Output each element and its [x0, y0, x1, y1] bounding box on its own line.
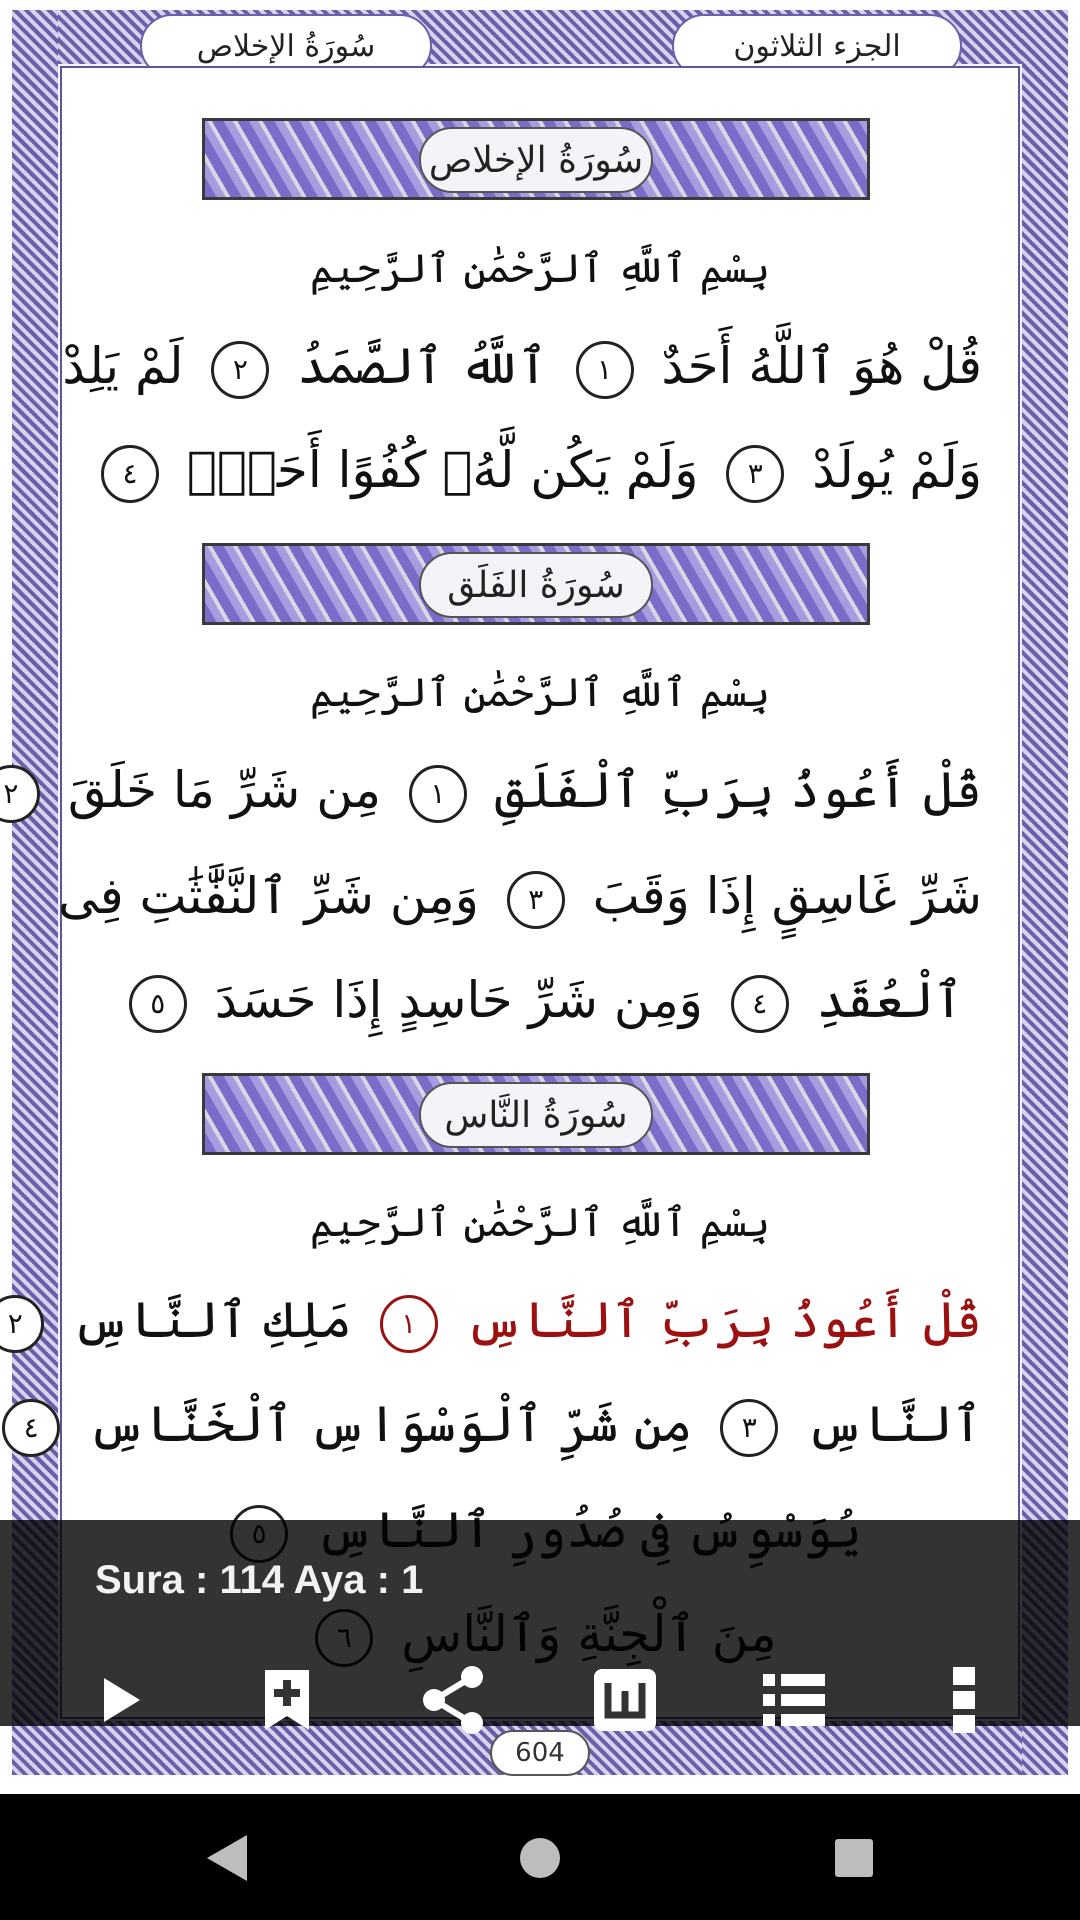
- play-button[interactable]: [80, 1660, 160, 1740]
- verse-text: ٱلْعُقَدِ: [816, 971, 964, 1029]
- aya-number-marker[interactable]: ٢: [211, 341, 269, 399]
- aya-number-marker[interactable]: ٣: [720, 1399, 778, 1457]
- verse-line: [58, 866, 982, 929]
- verse-text: قُلْ أَعُوذُ بِرَبِّ ٱلْفَلَقِ: [494, 761, 982, 819]
- more-vert-icon: [949, 1667, 979, 1733]
- nav-back-button[interactable]: [198, 1830, 254, 1886]
- verse-line: [98, 970, 982, 1033]
- verse-line: [7, 1290, 982, 1353]
- verse-text: وَلَمْ يَكُن لَّهُۥ كُفُوًا أَحَدٌۢ: [186, 441, 699, 499]
- verse-line: [23, 1394, 982, 1457]
- system-navigation-bar: [0, 1794, 1080, 1920]
- header-juz-name: الجزء الثلاثون: [672, 14, 962, 78]
- aya-number-marker[interactable]: ٢: [0, 1295, 44, 1353]
- sura-banner-falaq: [202, 543, 870, 625]
- w-icon: [592, 1667, 658, 1733]
- verse-text: وَمِن شَرِّ حَاسِدٍ إِذَا حَسَدَ: [214, 971, 703, 1029]
- home-circle-icon: [518, 1836, 562, 1880]
- nav-recents-button[interactable]: [826, 1830, 882, 1886]
- verse-line: [98, 440, 982, 503]
- sura-aya-status: Sura : 114 Aya : 1: [95, 1558, 424, 1602]
- aya-number-marker[interactable]: ١: [409, 765, 467, 823]
- play-icon: [92, 1672, 148, 1728]
- aya-number-marker[interactable]: ٣: [726, 445, 784, 503]
- recents-square-icon: [833, 1837, 875, 1879]
- verse-text: مِن شَرِّ مَا خَلَقَ: [67, 761, 382, 819]
- aya-number-marker[interactable]: ٤: [2, 1399, 60, 1457]
- aya-number-marker[interactable]: ٤: [731, 975, 789, 1033]
- ornamental-border-left: [12, 10, 58, 1775]
- verse-text: لَمْ يَلِدْ: [62, 337, 184, 395]
- aya-number-marker[interactable]: ٢: [0, 765, 40, 823]
- basmala: بِسْمِ ٱللَّهِ ٱلرَّحْمَٰنِ ٱلرَّحِيمِ: [309, 246, 771, 292]
- aya-number-marker[interactable]: ١: [576, 341, 634, 399]
- list-icon: [761, 1672, 827, 1728]
- audio-toolbar-overlay: [0, 1520, 1080, 1726]
- header-sura-name: سُورَةُ الإخلاص: [140, 14, 432, 78]
- page-number-badge: 604: [490, 1730, 590, 1776]
- add-bookmark-button[interactable]: [247, 1660, 327, 1740]
- back-triangle-icon: [203, 1833, 249, 1883]
- aya-number-marker[interactable]: ٤: [101, 445, 159, 503]
- word-mode-button[interactable]: [585, 1660, 665, 1740]
- sura-banner-ikhlas: [202, 118, 870, 200]
- sura-title: سُورَةُ النَّاس: [419, 1082, 653, 1148]
- bookmark-add-icon: [259, 1668, 315, 1732]
- verse-line: [62, 336, 982, 399]
- verse-text: مِن شَرِّ ٱلْوَسْوَاسِ ٱلْخَنَّاسِ: [88, 1395, 693, 1453]
- share-button[interactable]: [415, 1660, 495, 1740]
- more-options-button[interactable]: [924, 1660, 1004, 1740]
- verse-text: شَرِّ غَاسِقٍ إِذَا وَقَبَ: [592, 867, 982, 925]
- verse-text: مَلِكِ ٱلنَّاسِ: [72, 1291, 352, 1349]
- verse-text-highlighted[interactable]: قُلْ أَعُوذُ بِرَبِّ ٱلنَّاسِ: [465, 1291, 982, 1349]
- verse-line: [3, 760, 982, 823]
- sura-title: سُورَةُ الإخلاص: [419, 127, 653, 193]
- ornamental-border-right: [1022, 10, 1068, 1775]
- sura-title: سُورَةُ الفَلَق: [419, 552, 653, 618]
- basmala: بِسْمِ ٱللَّهِ ٱلرَّحْمَٰنِ ٱلرَّحِيمِ: [309, 670, 771, 716]
- basmala: بِسْمِ ٱللَّهِ ٱلرَّحْمَٰنِ ٱلرَّحِيمِ: [309, 1200, 771, 1246]
- nav-home-button[interactable]: [512, 1830, 568, 1886]
- aya-number-marker-highlighted[interactable]: ١: [380, 1295, 438, 1353]
- verse-text: ٱللَّهُ ٱلصَّمَدُ: [297, 337, 548, 395]
- index-list-button[interactable]: [754, 1660, 834, 1740]
- verse-text: وَلَمْ يُولَدْ: [812, 441, 982, 499]
- aya-number-marker[interactable]: ٣: [507, 871, 565, 929]
- sura-banner-nas: [202, 1073, 870, 1155]
- share-icon: [420, 1665, 490, 1735]
- aya-number-marker[interactable]: ٥: [129, 975, 187, 1033]
- verse-text: قُلْ هُوَ ٱللَّهُ أَحَدٌ: [661, 337, 982, 395]
- verse-text: وَمِن شَرِّ ٱلنَّفَّٰثَٰتِ فِى: [58, 867, 479, 925]
- verse-text: ٱلنَّاسِ: [806, 1395, 982, 1453]
